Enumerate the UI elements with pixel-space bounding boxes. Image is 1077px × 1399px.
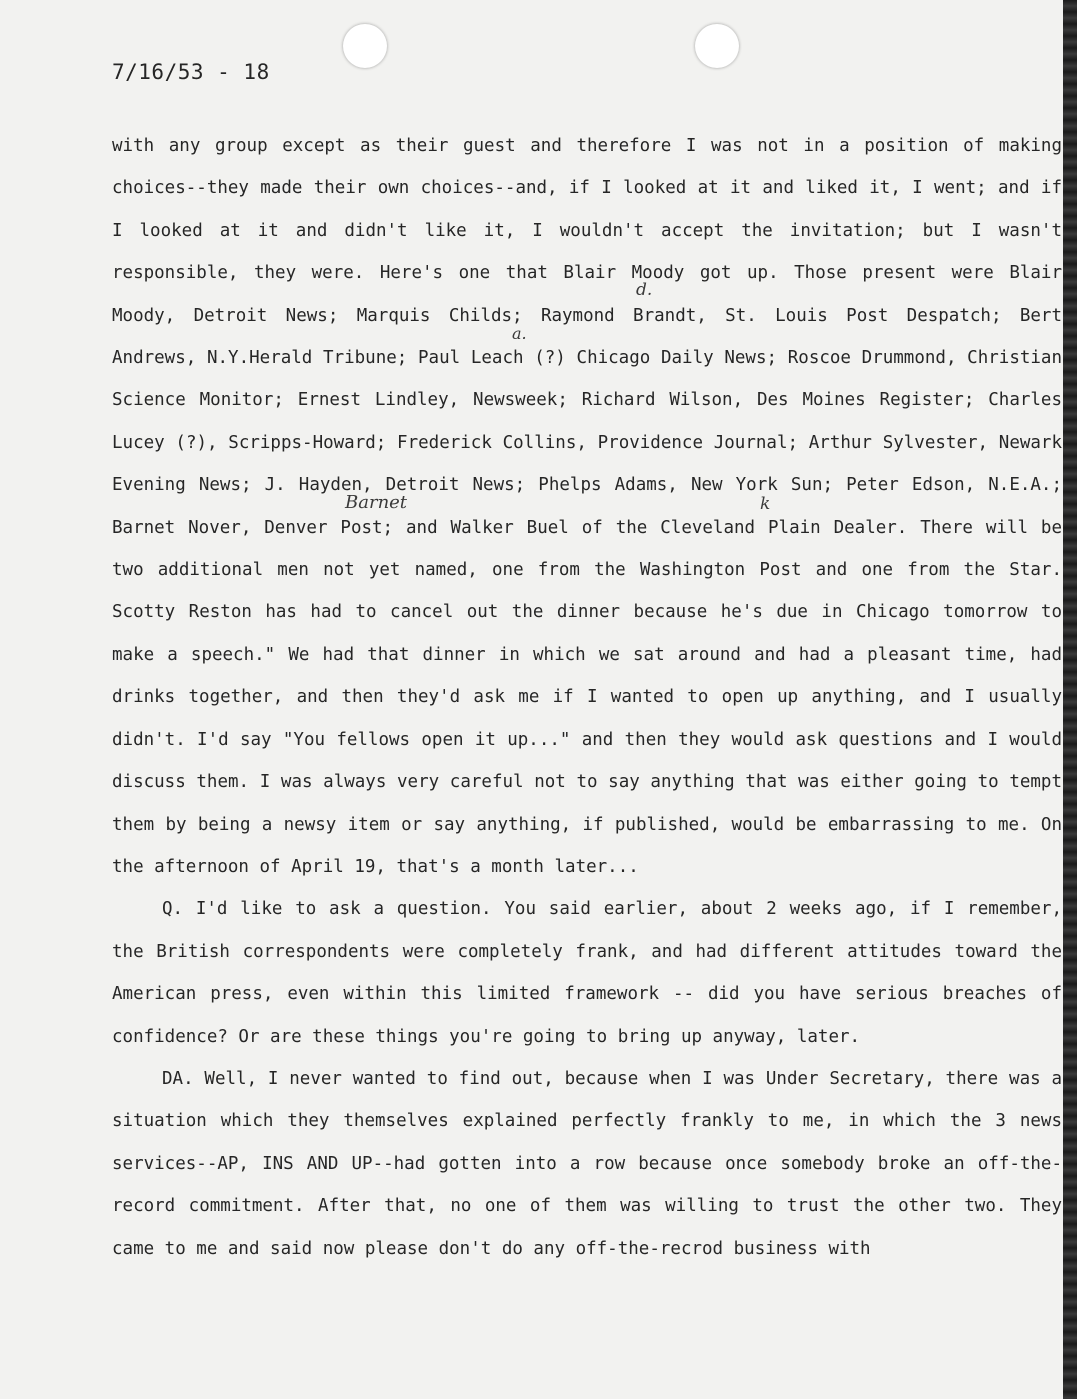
transcript-paragraph-1: with any group except as their guest and therefore I was not in a position of making choices--they made their own choices--and, if I looked at it and liked it, I went; and if I looked at it and didn't like it, I wouldn't accept the invitation; but I wasn't responsible, they were. Here's one that Blair Moody got up. Those present were Blair Moody, Detroit News; Marquis Childs; Raymond Brandt, St. Louis Post Despatch; Bert Andrews, N.Y.Herald Tribune; Paul Leach (?) Chicago Daily News; Roscoe Drummond, Christian Science Monitor; Ernest Lindley, Newsweek; Richard Wilson, Des Moines Register; Charles Lucey (?), Scripps-Howard; Frederick Collins, Providence Journal; Arthur Sylvester, Newark Evening News; J. Hayden, Detroit News; Phelps Adams, New York Sun; Peter Edson, N.E.A.; Barnet Nover, Denver Post; and Walker Buel of the Cleveland Plain Dealer. There will be two additional men not yet named, one from the Washington Post and one from the Star. Scotty Reston has had to cancel out the dinner because he's due in Chicago tomorrow to make a speech." We had that dinner in which we sat around and had a pleasant time, had drinks together, and then they'd ask me if I wanted to open up anything, and I usually didn't. I'd say "You fellows open it up..." and then they would ask questions and I would discuss them. I was always very careful not to say anything that was either going to tempt them by being a newsy item or say anything, if published, would be embarrassing to me. On the afternoon of April 19, that's a month later...	[112, 136, 1062, 877]
handwritten-note-d: d.	[636, 280, 653, 300]
punch-hole-left	[343, 24, 387, 68]
scan-edge-strip	[1063, 0, 1077, 1399]
handwritten-note-k: k	[760, 494, 771, 514]
transcript-paragraph-3: DA. Well, I never wanted to find out, because when I was Under Secretary, there was a situation which they themselves explained perfectly frankly to me, in which the 3 news services--AP, INS AND UP--had gotten into a row because once somebody broke an off-the-record commitment. After that, no one of them was willing to trust the other two. They came to me and said now please don't do any off-the-recrod business with	[112, 1068, 1062, 1259]
transcript-paragraph-2: Q. I'd like to ask a question. You said earlier, about 2 weeks ago, if I remember, the British correspondents were completely frank, and had different attitudes toward the American press, even within this limited framework -- did you have serious breaches of confidence? Or are these things you're going to bring up anyway, later.	[112, 899, 1062, 1047]
punch-hole-right	[695, 24, 739, 68]
transcript-body	[112, 125, 1062, 1270]
page-reference: 7/16/53 - 18	[112, 60, 270, 84]
handwritten-note-barnet: Barnet	[345, 492, 408, 513]
handwritten-note-a: a.	[512, 324, 527, 343]
